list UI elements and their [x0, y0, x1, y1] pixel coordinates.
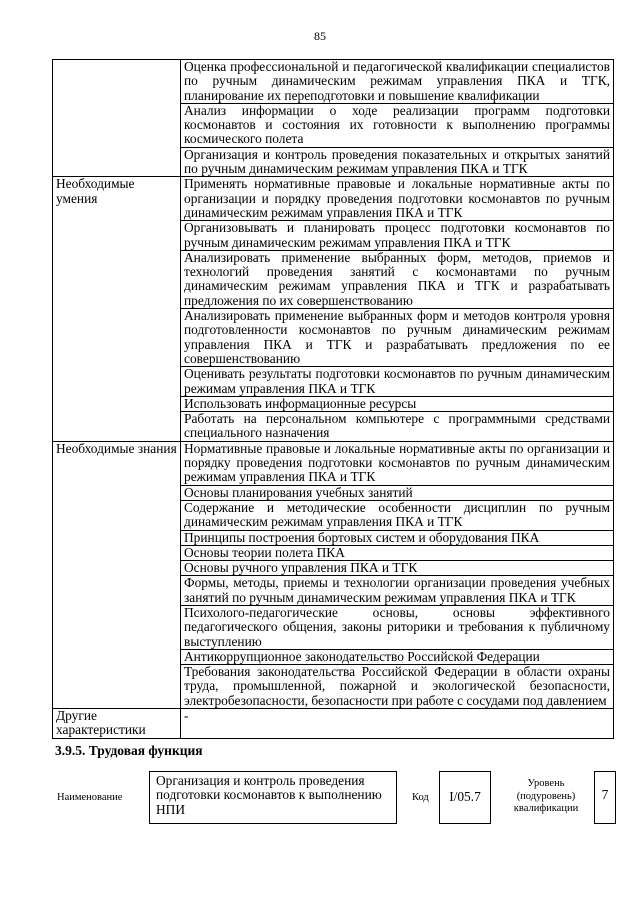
row-item: Психолого-педагогические основы, основы эффективного педагогического общения, законы риторики и требования к публичному выступлению: [181, 605, 614, 649]
row-label: Необходимые умения: [53, 177, 181, 441]
row-item: Основы ручного управления ПКА и ТГК: [181, 561, 614, 576]
page-number: 85: [314, 29, 326, 43]
row-item: Принципы построения бортовых систем и оборудования ПКА: [181, 530, 614, 545]
section-heading: 3.9.5. Трудовая функция: [55, 743, 203, 758]
row-item: Применять нормативные правовые и локальные нормативные акты по организации и порядку проведения подготовки космонавтов по ручным динамическим режимам управления ПКА и ТГК: [181, 177, 614, 221]
row-item: Формы, методы, приемы и технологии организации проведения учебных занятий по ручным динамическим режимам управления ПКА и ТГК: [181, 576, 614, 606]
table-row: [53, 441, 614, 485]
row-item: Анализировать применение выбранных форм и методов контроля уровня подготовленности космонавтов по ручным динамическим режимам управления ПКА и ТГК и разрабатывать предложения по ее совершенствованию: [181, 309, 614, 367]
table-row: [53, 709, 614, 739]
row-item: Оценка профессиональной и педагогической квалификации специалистов по ручным динамическим режимам управления ПКА и ТГК, планирование их переподготовки и повышение квалификации: [181, 60, 614, 104]
row-item: Организовывать и планировать процесс подготовки космонавтов по ручным динамическим режимам управления ПКА и ТГК: [181, 221, 614, 251]
row-item: Анализ информации о ходе реализации программ подготовки космонавтов и состояния их готовности к выполнению программы космического полета: [181, 103, 614, 147]
row-label: Необходимые знания: [53, 441, 181, 708]
table-row: [53, 60, 614, 104]
row-item: Содержание и методические особенности дисциплин по ручным динамическим режимам управления ПКА и ТГК: [181, 500, 614, 530]
row-label: Другие характеристики: [53, 709, 181, 739]
name-label: Наименование: [57, 792, 123, 803]
qualification-level-field: 7: [594, 771, 616, 824]
row-item: Использовать информационные ресурсы: [181, 396, 614, 411]
row-item: Анализировать применение выбранных форм, методов, приемов и технологий проведения занятий с космонавтами по ручным динамическим режимам управления ПКА и ТГК и разрабатывать предложения по их совершенствованию: [181, 250, 614, 308]
row-item: Организация и контроль проведения показательных и открытых занятий по ручным динамическим режимам управления ПКА и ТГК: [181, 147, 614, 177]
row-item: Нормативные правовые и локальные нормативные акты по организации и порядку проведения подготовки космонавтов по ручным динамическим режимам управления ПКА и ТГК: [181, 441, 614, 485]
function-name-field: Организация и контроль проведения подготовки космонавтов к выполнению НПИ: [149, 771, 397, 824]
row-item: Антикоррупционное законодательство Российской Федерации: [181, 649, 614, 664]
row-item: Оценивать результаты подготовки космонавтов по ручным динамическим режимам управления ПКА и ТГК: [181, 367, 614, 397]
table-row: [53, 177, 614, 221]
row-item: -: [181, 709, 614, 739]
row-label: [53, 60, 181, 177]
code-label: Код: [412, 792, 429, 803]
row-item: Требования законодательства Российской Федерации в области охраны труда, промышленной, пожарной и экологической безопасности, электробезопасности, безопасности при работе с сосудами под давлением: [181, 665, 614, 709]
row-item: Работать на персональном компьютере с программными средствами специального назначения: [181, 412, 614, 442]
row-item: Основы теории полета ПКА: [181, 545, 614, 560]
row-item: Основы планирования учебных занятий: [181, 485, 614, 500]
qualification-table: [52, 59, 614, 739]
code-field: I/05.7: [439, 771, 491, 824]
qualification-level-label: Уровень (подуровень) квалификации: [513, 778, 579, 814]
